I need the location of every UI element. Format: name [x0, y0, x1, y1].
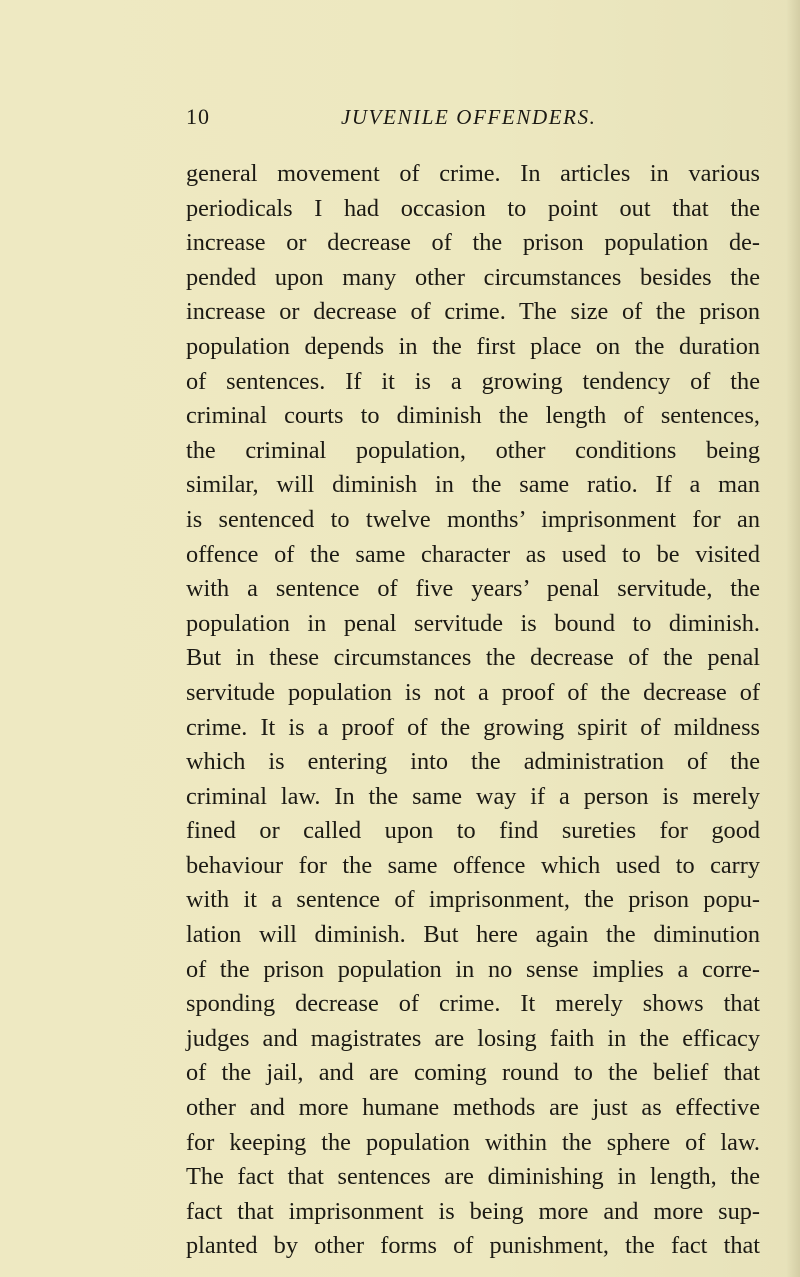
text-line: population in penal servitude is bound to diminish. [186, 609, 760, 637]
text-line: offence of the same character as used to be visited [186, 540, 760, 568]
text-line: is sentenced to twelve months’ imprisonment for an [186, 505, 760, 533]
text-line: behaviour for the same offence which used to carry [186, 851, 760, 879]
text-line: for keeping the population within the sphere of law. [186, 1128, 760, 1156]
text-line: of sentences. If it is a growing tendency of the [186, 367, 760, 395]
text-line: sponding decrease of crime. It merely shows that [186, 990, 760, 1018]
text-line: judges and magistrates are losing faith in the efficacy [186, 1024, 760, 1052]
text-line: criminal law. In the same way if a person is merely [186, 782, 760, 810]
running-head: JUVENILE OFFENDERS. [341, 105, 597, 129]
text-line: population depends in the first place on the duration [186, 332, 760, 360]
page-number: 10 [186, 104, 210, 129]
text-line: fact that imprisonment is being more and more sup- [186, 1197, 760, 1225]
text-line: with it a sentence of imprisonment, the prison popu- [186, 886, 760, 914]
text-line: of the prison population in no sense implies a corre- [186, 955, 760, 983]
text-line: fined or called upon to find sureties for good [186, 817, 760, 845]
text-line: servitude population is not a proof of the decrease of [186, 678, 760, 706]
text-line: of the jail, and are coming round to the belief that [186, 1059, 760, 1087]
text-line: crime. It is a proof of the growing spirit of mildness [186, 713, 760, 741]
text-line: lation will diminish. But here again the diminution [186, 921, 760, 949]
page-edge-shadow [786, 0, 800, 1277]
text-line: increase or decrease of crime. The size of the prison [186, 298, 760, 326]
text-line: with a sentence of five years’ penal servitude, the [186, 575, 760, 603]
text-line: which is entering into the administration of the [186, 748, 760, 776]
text-line: planted by other forms of punishment, the fact that [186, 1232, 760, 1260]
text-line: other and more humane methods are just as effective [186, 1094, 760, 1122]
text-line: But in these circumstances the decrease of the penal [186, 644, 760, 672]
text-line: general movement of crime. In articles in various [186, 160, 760, 187]
page-header [186, 104, 760, 138]
text-line: periodicals I had occasion to point out that the [186, 194, 760, 222]
text-line: similar, will diminish in the same ratio. If a man [186, 471, 760, 499]
text-line: the criminal population, other conditions being [186, 436, 760, 464]
text-line: pended upon many other circumstances besides the [186, 263, 760, 291]
text-line: criminal courts to diminish the length of sentences, [186, 402, 760, 430]
text-line: The fact that sentences are diminishing in length, the [186, 1163, 760, 1191]
body-text [186, 157, 760, 1264]
text-line: increase or decrease of the prison population de- [186, 229, 760, 257]
